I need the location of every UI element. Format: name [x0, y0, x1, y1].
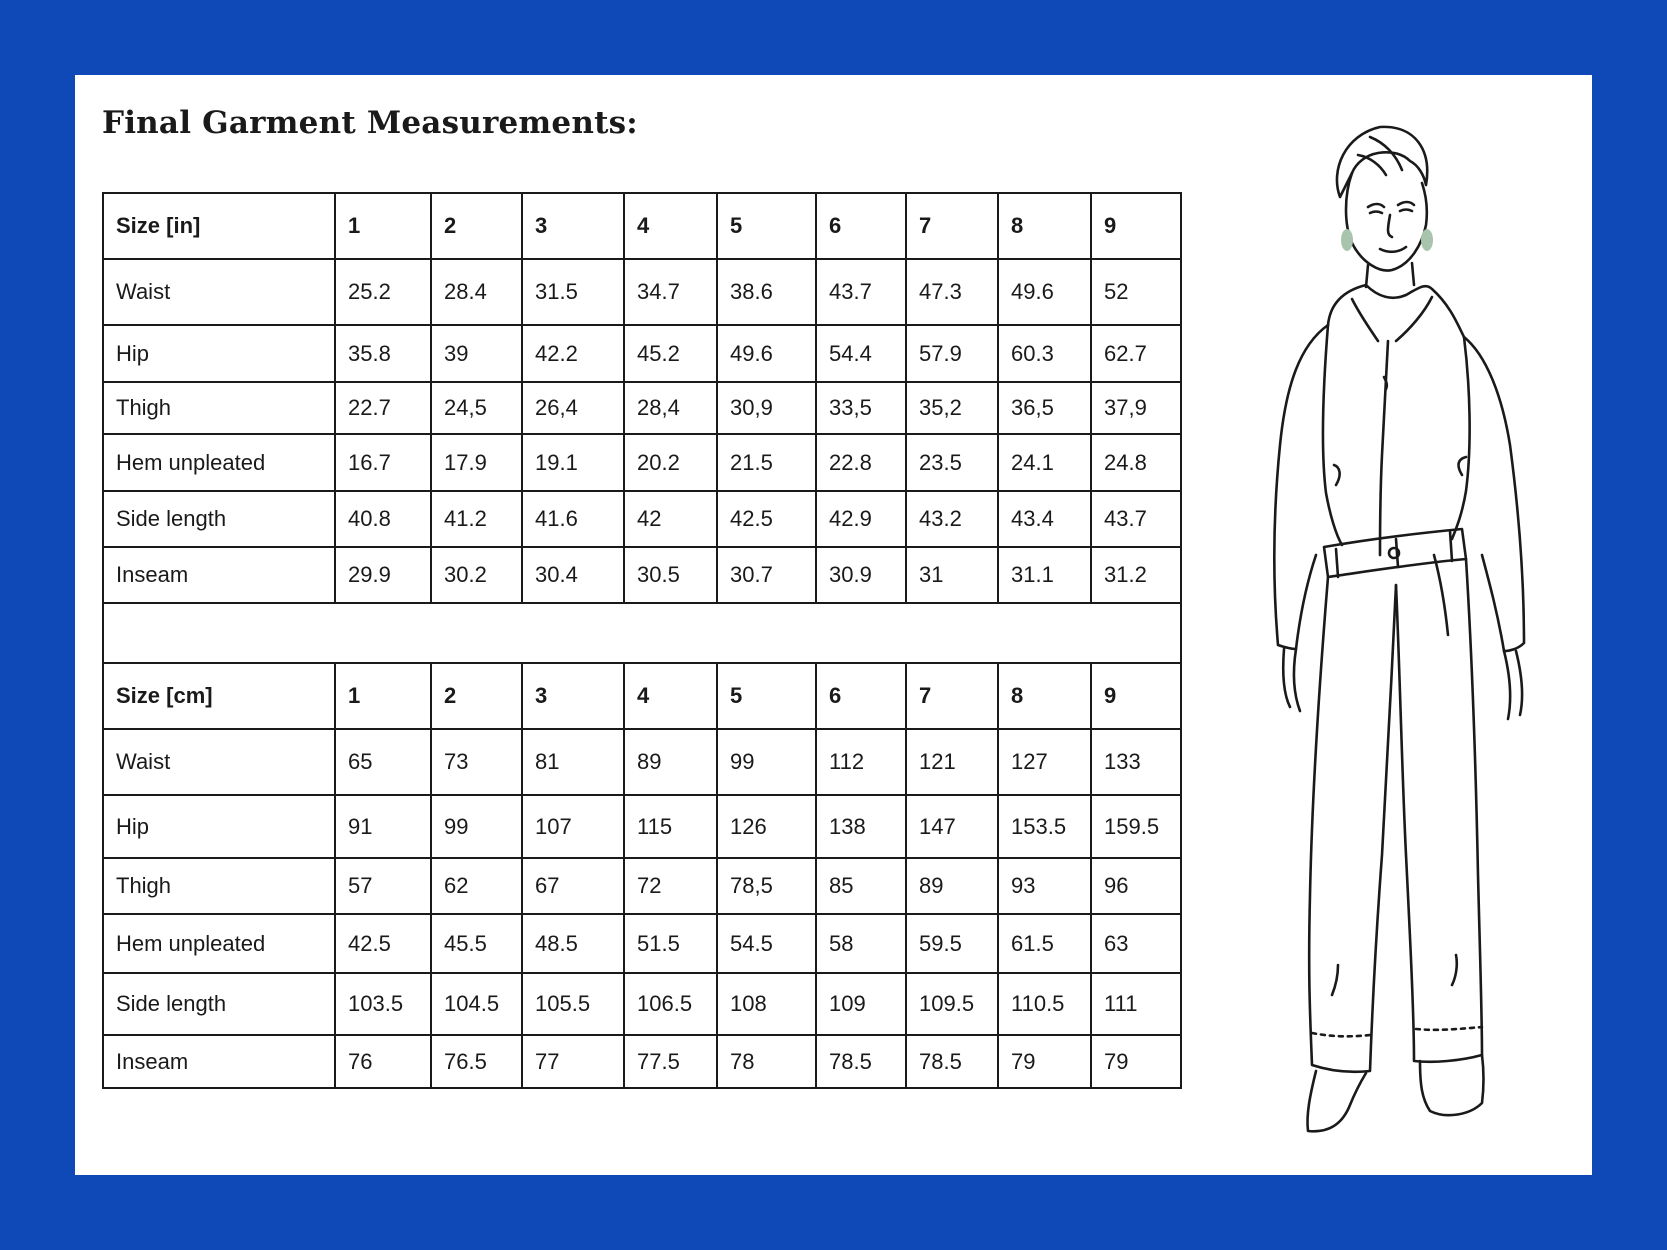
measurement-value: 30,9	[717, 382, 816, 434]
measurement-value: 24.8	[1091, 434, 1181, 491]
right-leg	[1396, 559, 1482, 1062]
size-column-header: 5	[717, 663, 816, 729]
measurement-value: 60.3	[998, 325, 1091, 382]
measurement-value: 57	[335, 858, 431, 914]
measurement-value: 28,4	[624, 382, 717, 434]
size-column-header: 9	[1091, 663, 1181, 729]
measurement-value: 73	[431, 729, 522, 795]
measurement-label: Hem unpleated	[103, 914, 335, 973]
left-shoe	[1307, 1071, 1366, 1131]
centimeters-header-row	[103, 663, 1181, 729]
measurement-value: 79	[998, 1035, 1091, 1088]
measurements-table-body	[103, 193, 1181, 1088]
measurement-value: 19.1	[522, 434, 624, 491]
measurement-value: 59.5	[906, 914, 998, 973]
measurement-value: 30.7	[717, 547, 816, 603]
right-sleeve	[1464, 337, 1524, 651]
measurement-value: 78.5	[816, 1035, 906, 1088]
size-unit-header: Size [in]	[103, 193, 335, 259]
measurement-value: 78,5	[717, 858, 816, 914]
size-column-header: 1	[335, 193, 431, 259]
size-column-header: 6	[816, 193, 906, 259]
left-hand	[1283, 649, 1300, 711]
measurement-value: 77.5	[624, 1035, 717, 1088]
size-column-header: 7	[906, 663, 998, 729]
measurement-value: 89	[624, 729, 717, 795]
size-column-header: 5	[717, 193, 816, 259]
measurement-value: 17.9	[431, 434, 522, 491]
inches-header-row	[103, 193, 1181, 259]
measurement-label: Waist	[103, 729, 335, 795]
measurement-value: 42.2	[522, 325, 624, 382]
measurement-value: 127	[998, 729, 1091, 795]
table-row	[103, 547, 1181, 603]
measurement-value: 76.5	[431, 1035, 522, 1088]
measurement-value: 38.6	[717, 259, 816, 325]
size-column-header: 1	[335, 663, 431, 729]
measurement-value: 31.2	[1091, 547, 1181, 603]
table-row	[103, 259, 1181, 325]
measurement-value: 49.6	[998, 259, 1091, 325]
size-chart-card	[75, 75, 1592, 1175]
measurement-value: 110.5	[998, 973, 1091, 1035]
measurement-value: 111	[1091, 973, 1181, 1035]
measurement-value: 62.7	[1091, 325, 1181, 382]
table-row	[103, 491, 1181, 547]
measurement-value: 31.1	[998, 547, 1091, 603]
measurement-value: 21.5	[717, 434, 816, 491]
left-leg	[1309, 577, 1396, 1072]
measurement-value: 30.5	[624, 547, 717, 603]
measurements-table	[102, 192, 1182, 1089]
table-row	[103, 382, 1181, 434]
bodice-right	[1452, 337, 1470, 539]
measurement-label: Side length	[103, 491, 335, 547]
belt	[1324, 529, 1466, 577]
zipper	[1380, 341, 1388, 555]
measurement-value: 57.9	[906, 325, 998, 382]
left-sleeve	[1274, 325, 1328, 649]
measurement-value: 54.5	[717, 914, 816, 973]
measurement-value: 42	[624, 491, 717, 547]
section-spacer	[103, 603, 1181, 663]
measurement-value: 85	[816, 858, 906, 914]
measurement-value: 22.7	[335, 382, 431, 434]
size-column-header: 9	[1091, 193, 1181, 259]
measurement-value: 91	[335, 795, 431, 858]
size-unit-header: Size [cm]	[103, 663, 335, 729]
measurement-value: 31	[906, 547, 998, 603]
measurement-value: 54.4	[816, 325, 906, 382]
measurement-value: 39	[431, 325, 522, 382]
measurement-value: 48.5	[522, 914, 624, 973]
size-column-header: 8	[998, 663, 1091, 729]
measurement-value: 106.5	[624, 973, 717, 1035]
hem-stitch	[1312, 1027, 1482, 1036]
measurement-value: 23.5	[906, 434, 998, 491]
measurement-value: 20.2	[624, 434, 717, 491]
measurement-value: 79	[1091, 1035, 1181, 1088]
section-spacer-row	[103, 603, 1181, 663]
measurement-value: 43.7	[816, 259, 906, 325]
measurement-value: 30.9	[816, 547, 906, 603]
measurement-value: 34.7	[624, 259, 717, 325]
table-row	[103, 729, 1181, 795]
table-row	[103, 325, 1181, 382]
measurement-value: 33,5	[816, 382, 906, 434]
measurement-value: 147	[906, 795, 998, 858]
measurement-value: 65	[335, 729, 431, 795]
measurement-value: 36,5	[998, 382, 1091, 434]
measurement-value: 96	[1091, 858, 1181, 914]
size-column-header: 3	[522, 193, 624, 259]
measurement-value: 77	[522, 1035, 624, 1088]
measurement-value: 67	[522, 858, 624, 914]
measurement-value: 62	[431, 858, 522, 914]
right-earring	[1421, 229, 1433, 251]
measurement-value: 16.7	[335, 434, 431, 491]
right-shoe	[1420, 1055, 1484, 1115]
measurement-value: 28.4	[431, 259, 522, 325]
measurement-value: 121	[906, 729, 998, 795]
measurement-value: 99	[431, 795, 522, 858]
size-column-header: 2	[431, 193, 522, 259]
measurement-value: 76	[335, 1035, 431, 1088]
table-row	[103, 795, 1181, 858]
measurement-value: 49.6	[717, 325, 816, 382]
table-row	[103, 914, 1181, 973]
measurement-label: Waist	[103, 259, 335, 325]
measurement-value: 52	[1091, 259, 1181, 325]
measurement-value: 153.5	[998, 795, 1091, 858]
measurement-value: 108	[717, 973, 816, 1035]
measurement-value: 63	[1091, 914, 1181, 973]
measurement-value: 104.5	[431, 973, 522, 1035]
measurement-value: 43.2	[906, 491, 998, 547]
measurement-value: 41.2	[431, 491, 522, 547]
measurement-value: 81	[522, 729, 624, 795]
measurement-value: 58	[816, 914, 906, 973]
measurement-value: 103.5	[335, 973, 431, 1035]
measurement-value: 42.5	[717, 491, 816, 547]
size-column-header: 6	[816, 663, 906, 729]
measurement-value: 105.5	[522, 973, 624, 1035]
size-column-header: 4	[624, 193, 717, 259]
measurement-label: Thigh	[103, 382, 335, 434]
measurement-value: 22.8	[816, 434, 906, 491]
measurement-value: 25.2	[335, 259, 431, 325]
page-title: Final Garment Measurements:	[102, 105, 638, 141]
measurement-value: 35,2	[906, 382, 998, 434]
measurement-value: 138	[816, 795, 906, 858]
size-column-header: 2	[431, 663, 522, 729]
face	[1346, 173, 1427, 271]
measurement-label: Inseam	[103, 547, 335, 603]
measurement-value: 72	[624, 858, 717, 914]
size-column-header: 8	[998, 193, 1091, 259]
measurement-value: 78.5	[906, 1035, 998, 1088]
measurement-value: 112	[816, 729, 906, 795]
measurement-value: 126	[717, 795, 816, 858]
measurement-value: 43.4	[998, 491, 1091, 547]
size-column-header: 4	[624, 663, 717, 729]
measurement-value: 99	[717, 729, 816, 795]
measurement-value: 24,5	[431, 382, 522, 434]
measurement-value: 89	[906, 858, 998, 914]
table-row	[103, 973, 1181, 1035]
measurement-value: 93	[998, 858, 1091, 914]
measurement-label: Inseam	[103, 1035, 335, 1088]
measurement-value: 30.2	[431, 547, 522, 603]
measurement-value: 42.9	[816, 491, 906, 547]
jumpsuit-figure-illustration	[1220, 115, 1580, 1165]
measurement-value: 37,9	[1091, 382, 1181, 434]
table-row	[103, 1035, 1181, 1088]
table-row	[103, 858, 1181, 914]
measurement-label: Hem unpleated	[103, 434, 335, 491]
measurement-value: 35.8	[335, 325, 431, 382]
size-column-header: 7	[906, 193, 998, 259]
measurement-value: 45.2	[624, 325, 717, 382]
measurement-value: 45.5	[431, 914, 522, 973]
measurement-value: 47.3	[906, 259, 998, 325]
measurement-value: 29.9	[335, 547, 431, 603]
right-hand	[1504, 651, 1522, 719]
measurement-value: 41.6	[522, 491, 624, 547]
measurement-value: 78	[717, 1035, 816, 1088]
measurement-value: 24.1	[998, 434, 1091, 491]
hair	[1337, 127, 1427, 197]
measurement-value: 31.5	[522, 259, 624, 325]
measurement-label: Hip	[103, 325, 335, 382]
measurement-value: 42.5	[335, 914, 431, 973]
size-column-header: 3	[522, 663, 624, 729]
measurement-value: 133	[1091, 729, 1181, 795]
measurement-value: 115	[624, 795, 717, 858]
measurement-value: 109	[816, 973, 906, 1035]
measurement-value: 43.7	[1091, 491, 1181, 547]
bodice-left	[1323, 325, 1342, 545]
measurement-label: Hip	[103, 795, 335, 858]
measurement-value: 109.5	[906, 973, 998, 1035]
left-earring	[1341, 229, 1353, 251]
measurement-label: Side length	[103, 973, 335, 1035]
measurement-value: 30.4	[522, 547, 624, 603]
measurement-value: 61.5	[998, 914, 1091, 973]
measurement-value: 40.8	[335, 491, 431, 547]
measurement-label: Thigh	[103, 858, 335, 914]
measurement-value: 159.5	[1091, 795, 1181, 858]
measurement-value: 51.5	[624, 914, 717, 973]
table-row	[103, 434, 1181, 491]
hood-collar	[1328, 285, 1464, 337]
measurement-value: 26,4	[522, 382, 624, 434]
measurement-value: 107	[522, 795, 624, 858]
